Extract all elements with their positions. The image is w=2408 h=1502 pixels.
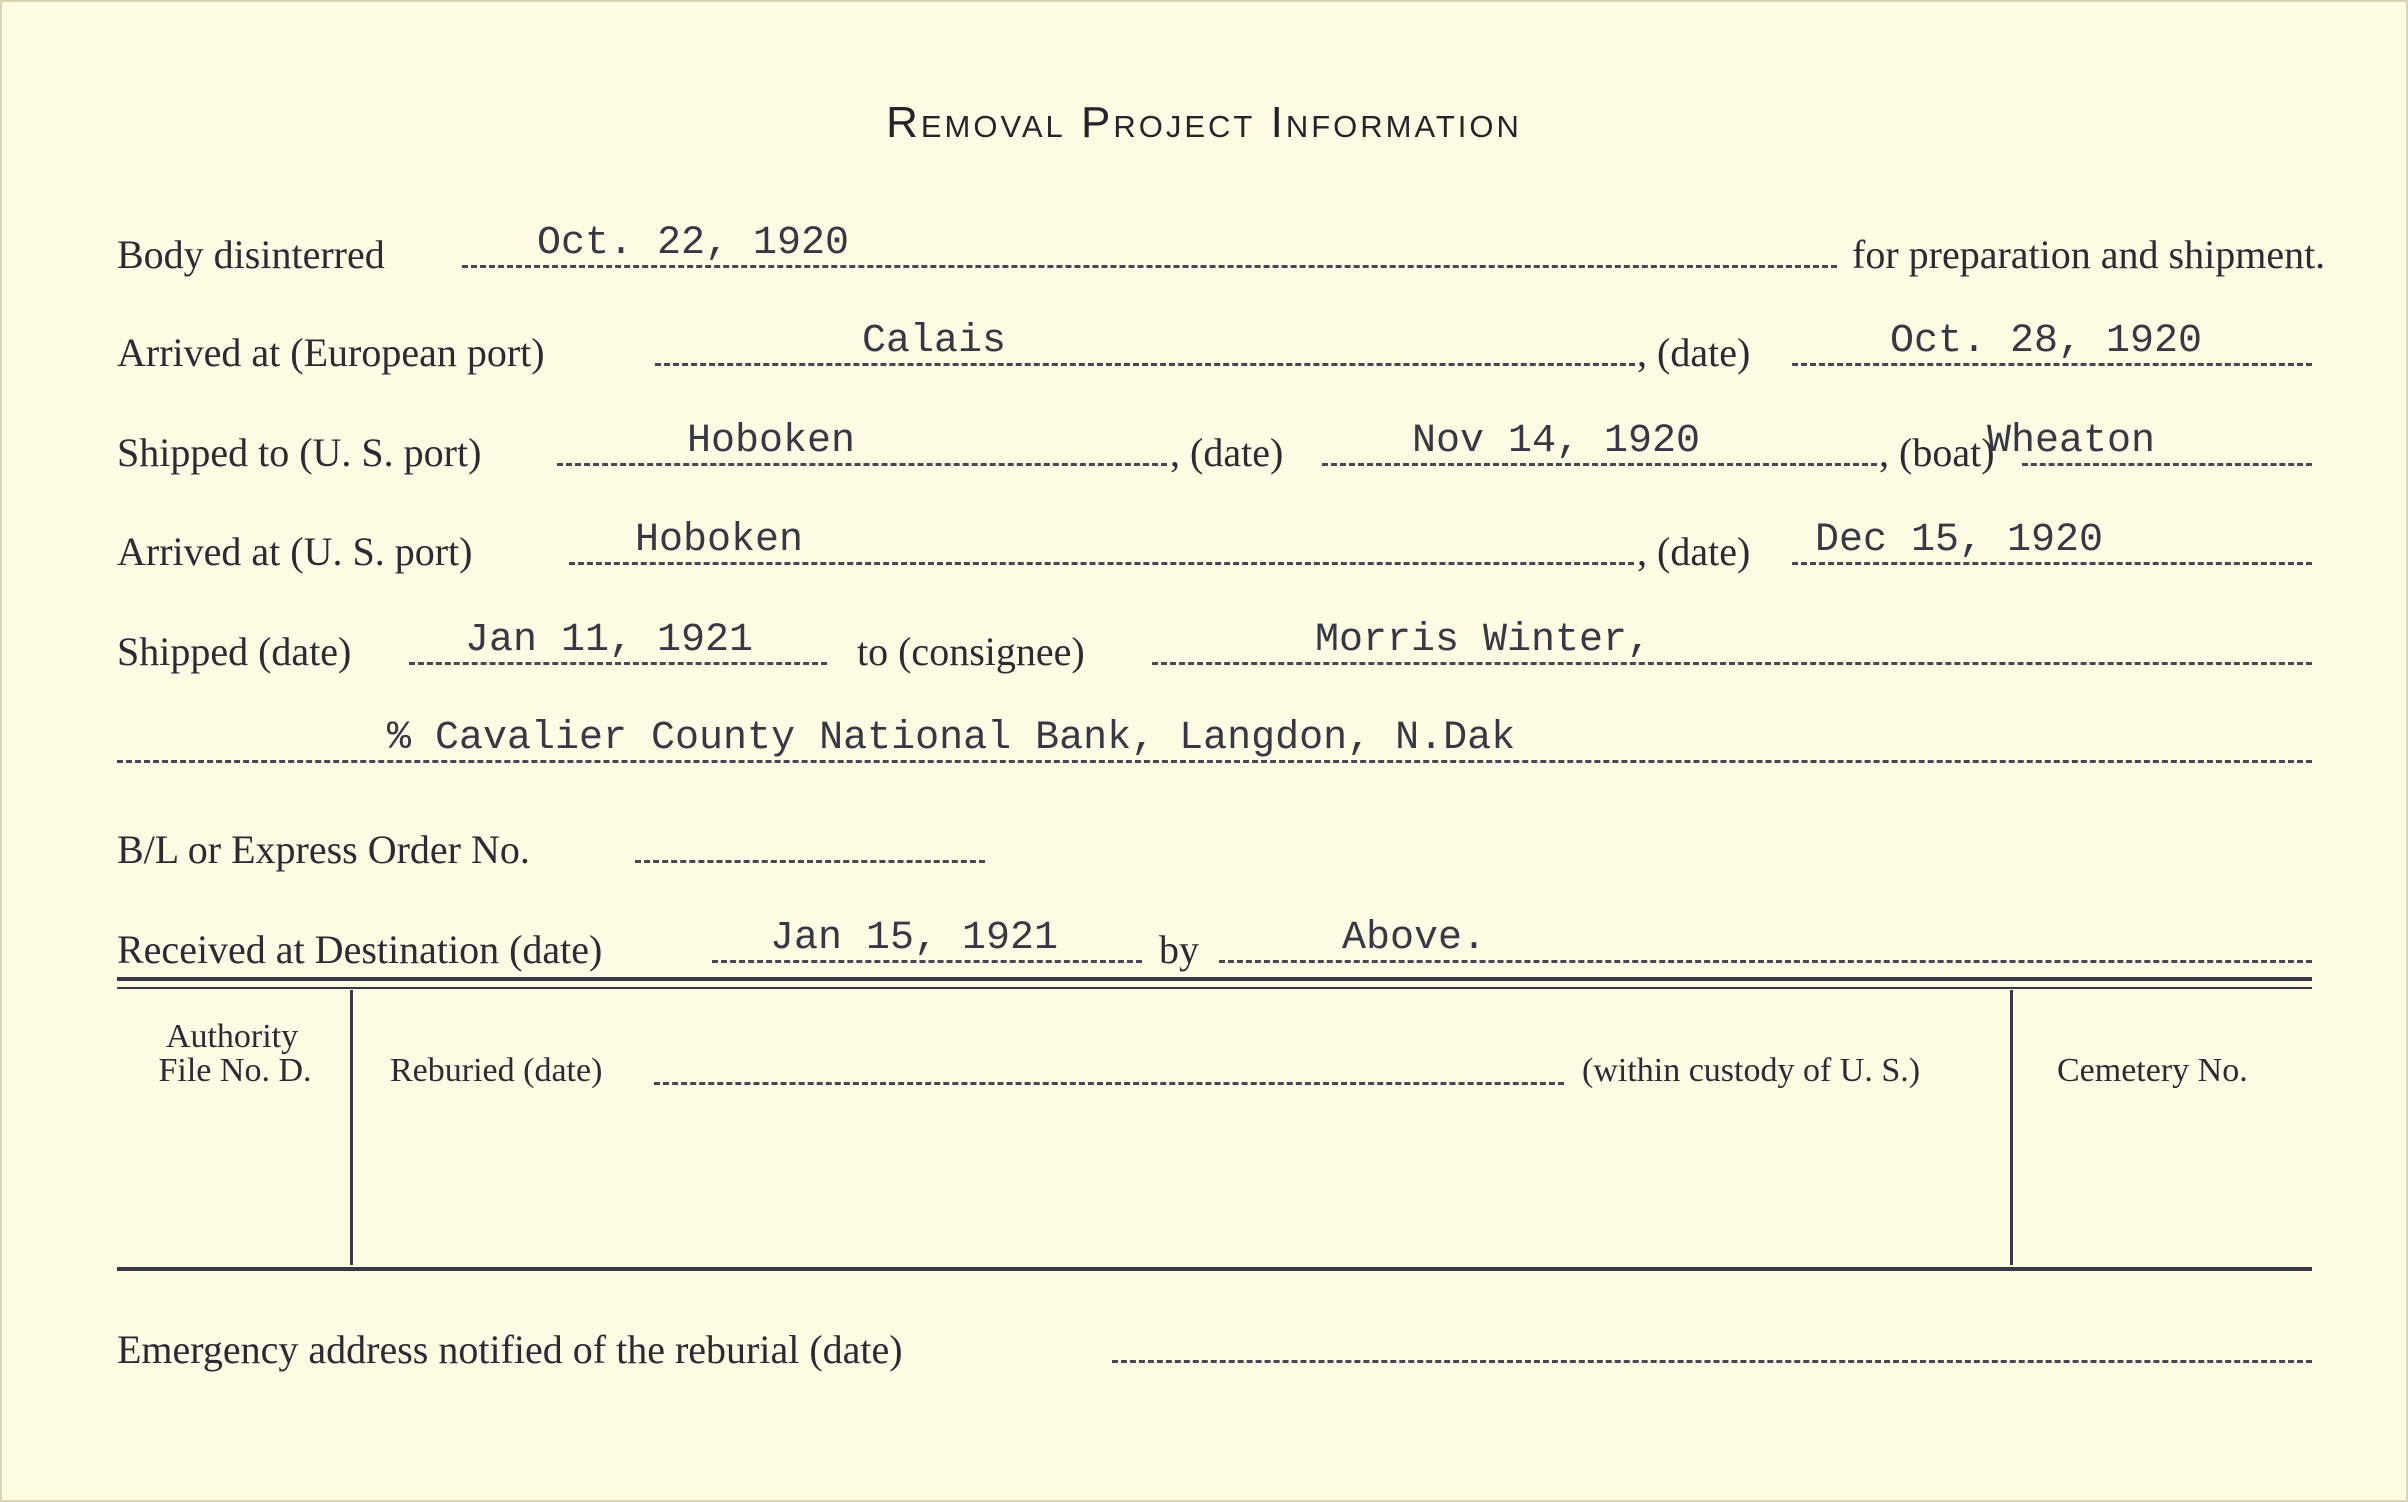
table-top-rule	[117, 977, 2312, 981]
authority-label-line1: Authority	[165, 1018, 299, 1055]
consignee-label: to (consignee)	[857, 629, 1085, 674]
consignee-value: Morris Winter,	[1315, 618, 1652, 663]
consignee-address: % Cavalier County National Bank, Langdon, N.Dak	[387, 716, 1516, 761]
bl-line	[635, 860, 985, 863]
cemetery-label: Cemetery No.	[2057, 1052, 2248, 1089]
boat-value: Wheaton	[1987, 419, 2156, 464]
shipped-us-date-label: , (date)	[1170, 430, 1284, 475]
arrived-us-date-label: , (date)	[1637, 529, 1751, 574]
by-label: by	[1159, 927, 1199, 972]
shipped-date-label: Shipped (date)	[117, 629, 352, 674]
arrived-us-date: Dec 15, 1920	[1815, 518, 2104, 563]
table-divider-left	[350, 990, 353, 1265]
row-received	[117, 912, 2312, 972]
emergency-line	[1112, 1360, 2312, 1363]
received-date: Jan 15, 1921	[770, 916, 1059, 961]
boat-label: , (boat)	[1879, 430, 1995, 475]
shipped-date-value: Jan 11, 1921	[465, 618, 754, 663]
by-value: Above.	[1342, 916, 1487, 961]
table-top-rule-thin	[117, 987, 2312, 989]
bl-label: B/L or Express Order No.	[117, 827, 530, 872]
arrived-european-line	[655, 363, 1635, 366]
arrived-us-value: Hoboken	[635, 518, 804, 563]
table-bottom-rule	[117, 1267, 2312, 1271]
row-shipped-date	[117, 614, 2312, 674]
form-title: Removal Project Information	[886, 98, 1522, 147]
shipped-us-date: Nov 14, 1920	[1412, 419, 1701, 464]
row-bl	[117, 812, 2312, 872]
body-disinterred-label: Body disinterred	[117, 232, 385, 277]
row-arrived-us	[117, 514, 2312, 574]
arrived-us-label: Arrived at (U. S. port)	[117, 529, 473, 574]
reburied-label: Reburied (date)	[390, 1052, 603, 1089]
arrived-european-value: Calais	[862, 319, 1007, 364]
authority-label-line2: File No. D.	[158, 1052, 312, 1089]
arrived-european-label: Arrived at (European port)	[117, 330, 545, 375]
received-label: Received at Destination (date)	[117, 927, 603, 972]
body-disinterred-value: Oct. 22, 1920	[537, 221, 850, 266]
row-arrived-european	[117, 315, 2312, 375]
emergency-label: Emergency address notified of the reburial (date)	[117, 1327, 903, 1372]
arrived-european-date: Oct. 28, 1920	[1890, 319, 2203, 364]
row-emergency	[117, 1312, 2312, 1372]
shipped-us-value: Hoboken	[687, 419, 856, 464]
row-shipped-us	[117, 415, 2312, 475]
table-divider-right	[2010, 990, 2013, 1265]
row-body-disinterred	[117, 217, 2326, 277]
row-consignee-address	[117, 712, 2312, 772]
shipped-us-label: Shipped to (U. S. port)	[117, 430, 482, 475]
custody-label: (within custody of U. S.)	[1582, 1052, 1921, 1089]
reburied-line	[654, 1082, 1564, 1085]
arrived-european-date-label: , (date)	[1637, 330, 1751, 375]
for-preparation-label: for preparation and shipment.	[1852, 232, 2326, 277]
shipped-us-line	[557, 463, 1167, 466]
